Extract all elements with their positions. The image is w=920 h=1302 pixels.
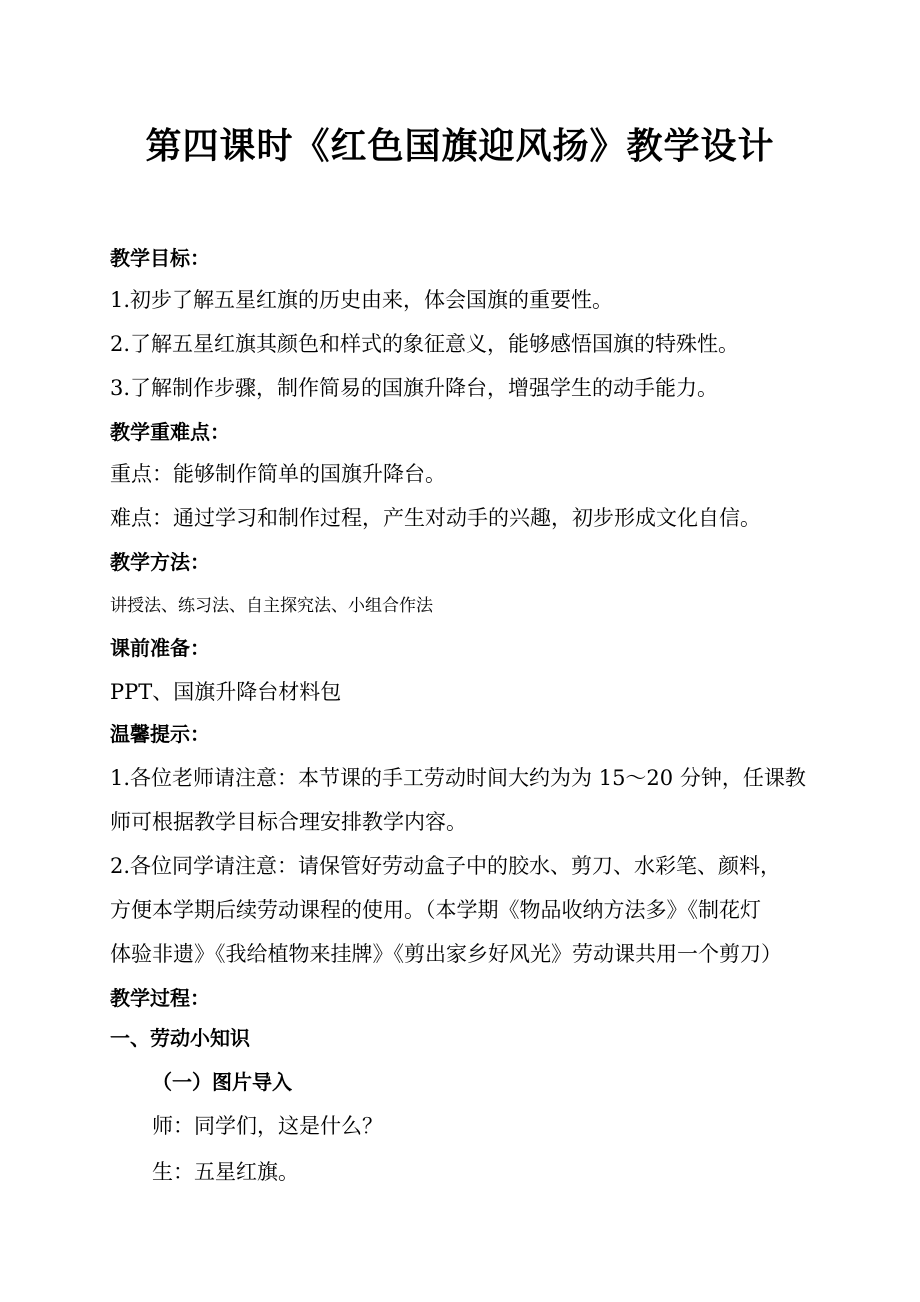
objective-item-2: 2.了解五星红旗其颜色和样式的象征意义，能够感悟国旗的特殊性。 <box>110 332 740 356</box>
objective-item-3: 3.了解制作步骤，制作简易的国旗升降台，增强学生的动手能力。 <box>110 376 719 400</box>
key-point-text: 重点：能够制作简单的国旗升降台。 <box>110 462 446 486</box>
preparation-heading: 课前准备： <box>110 636 210 660</box>
tips-line-1: 1.各位老师请注意：本节课的手工劳动时间大约为为 15～20 分钟，任课教 <box>110 766 806 790</box>
tips-heading: 温馨提示： <box>110 722 210 746</box>
process-heading: 教学过程： <box>110 986 210 1010</box>
process-subsection-1: （一）图片导入 <box>152 1070 292 1094</box>
objectives-heading: 教学目标： <box>110 246 210 270</box>
tips-line-4: 方便本学期后续劳动课程的使用。（本学期《物品收纳方法多》《制花灯 <box>110 898 761 922</box>
process-section-1: 一、劳动小知识 <box>110 1026 250 1050</box>
page-title: 第四课时《红色国旗迎风扬》教学设计 <box>145 126 775 167</box>
methods-text: 讲授法、练习法、自主探究法、小组合作法 <box>110 596 433 616</box>
teacher-line: 师：同学们，这是什么？ <box>152 1114 383 1138</box>
preparation-text: PPT、国旗升降台材料包 <box>110 680 342 704</box>
methods-heading: 教学方法： <box>110 550 210 574</box>
student-line: 生：五星红旗。 <box>152 1160 299 1184</box>
tips-line-2: 师可根据教学目标合理安排教学内容。 <box>110 810 467 834</box>
difficult-point-text: 难点：通过学习和制作过程，产生对动手的兴趣，初步形成文化自信。 <box>110 506 761 530</box>
objective-item-1: 1.初步了解五星红旗的历史由来，体会国旗的重要性。 <box>110 288 614 312</box>
key-points-heading: 教学重难点： <box>110 420 230 444</box>
tips-line-3: 2.各位同学请注意：请保管好劳动盒子中的胶水、剪刀、水彩笔、颜料， <box>110 854 782 878</box>
tips-line-5: 体验非遗》《我给植物来挂牌》《剪出家乡好风光》劳动课共用一个剪刀） <box>110 942 782 966</box>
